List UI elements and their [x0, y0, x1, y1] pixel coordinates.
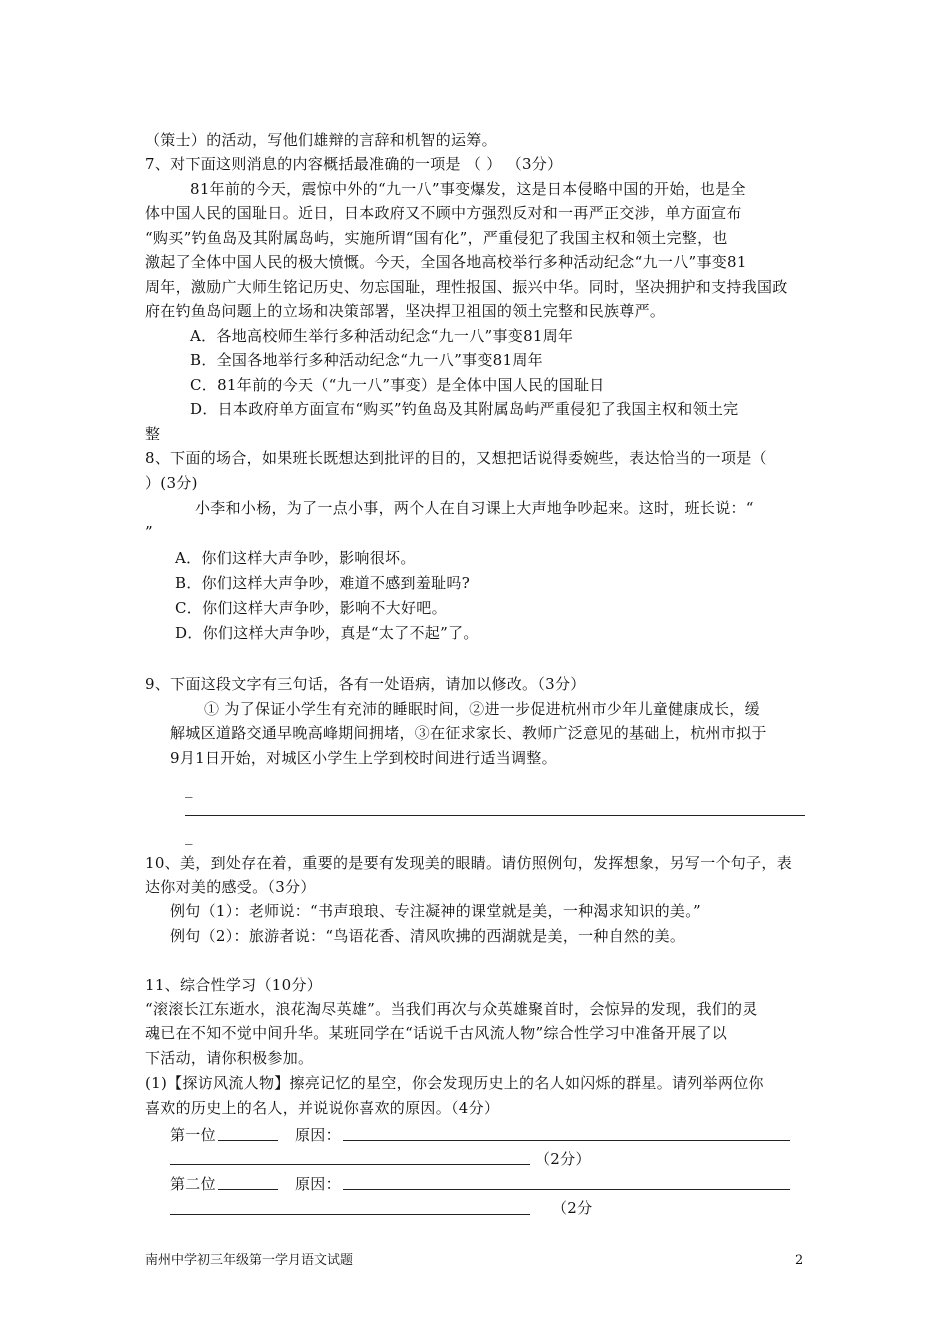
option-a: A．你们这样大声争吵，影响很坏。: [175, 549, 416, 567]
footer-title: 南州中学初三年级第一学月语文试题: [145, 1253, 354, 1268]
answer-line: [170, 1164, 530, 1165]
second-person-blank: [218, 1189, 278, 1190]
example-2: 例句（2）：旅游者说：“鸟语花香、清风吹拂的西湖就是美，一种自然的美。: [170, 927, 686, 945]
question-8-stem: 8、下面的场合，如果班长既想达到批评的目的，又想把话说得委婉些，表达恰当的一项是（: [145, 449, 767, 467]
option-a: A．各地高校师生举行多种活动纪念“九一八”事变81周年: [190, 327, 574, 345]
text-line: 体中国人民的国耻日。近日，日本政府又不顾中方强烈反对和一再严正交涉，单方面宣布: [145, 204, 742, 222]
text-line: ）(3分): [145, 474, 198, 492]
text-line: 激起了全体中国人民的极大愤慨。今天，全国各地高校举行多种活动纪念“九一八”事变81: [145, 253, 747, 271]
option-c: C．你们这样大声争吵，影响不大好吧。: [175, 599, 447, 617]
example-1: 例句（1）：老师说：“书声琅琅、专注凝神的课堂就是美，一种渴求知识的美。”: [170, 902, 701, 920]
text-line: “滚滚长江东逝水，浪花淘尽英雄”。当我们再次与众英雄聚首时，会惊异的发现，我们的灵: [145, 1000, 758, 1018]
text-line: 9月1日开始，对城区小学生上学到校时间进行适当调整。: [170, 749, 557, 767]
reason-blank: [343, 1189, 790, 1190]
text-line: “购买”钓鱼岛及其附属岛屿，实施所谓“国有化”，严重侵犯了我国主权和领土完整，也: [145, 229, 728, 247]
text-line: 府在钓鱼岛问题上的立场和决策部署，坚决捍卫祖国的领土完整和民族尊严。: [145, 302, 666, 320]
text-line: 喜欢的历史上的名人，并说说你喜欢的原因。（4分）: [145, 1099, 500, 1117]
page-number: 2: [795, 1253, 804, 1268]
first-person-blank: [218, 1140, 278, 1141]
question-7-stem: 7、对下面这则消息的内容概括最准确的一项是 （ ） （3分）: [145, 155, 563, 173]
option-c: C．81年前的今天（“九一八”事变）是全体中国人民的国耻日: [190, 376, 605, 394]
score-label: （2分）: [535, 1150, 591, 1168]
reason-blank: [343, 1140, 790, 1141]
text-line: 小李和小杨，为了一点小事，两个人在自习课上大声地争吵起来。这时，班长说：“: [195, 499, 754, 517]
answer-line: [185, 815, 805, 816]
question-11-stem: 11、综合性学习（10分）: [145, 976, 323, 994]
text-line: 魂已在不知不觉中间升华。某班同学在“话说千古风流人物”综合性学习中准备开展了以: [145, 1024, 728, 1042]
text-line: 解城区道路交通早晚高峰期间拥堵，③在征求家长、教师广泛意见的基础上，杭州市拟于: [170, 724, 767, 742]
option-d: D．你们这样大声争吵，真是“太了不起”了。: [175, 624, 479, 642]
reason-label: 原因：: [295, 1126, 341, 1144]
text-line: 周年，激励广大师生铭记历史、勿忘国耻，理性报国、振兴中华。同时，坚决拥护和支持我国政: [145, 278, 788, 296]
answer-line: [170, 1214, 530, 1215]
text-line: 达你对美的感受。（3分）: [145, 878, 316, 896]
text-line: 整: [145, 425, 161, 443]
reason-label: 原因：: [295, 1175, 341, 1193]
question-10-stem: 10、美，到处存在着，重要的是要有发现美的眼睛。请仿照例句，发挥想象，另写一个句子，表: [145, 854, 792, 872]
answer-dash: _: [185, 827, 193, 845]
option-b: B．你们这样大声争吵，难道不感到羞耻吗?: [175, 574, 471, 592]
second-person-label: 第二位: [170, 1175, 216, 1193]
option-d: D．日本政府单方面宣布“购买”钓鱼岛及其附属岛屿严重侵犯了我国主权和领土完: [190, 400, 739, 418]
answer-dash: _: [185, 780, 193, 798]
option-b: B．全国各地举行多种活动纪念“九一八”事变81周年: [190, 351, 543, 369]
first-person-label: 第一位: [170, 1126, 216, 1144]
question-9-stem: 9、下面这段文字有三句话，各有一处语病，请加以修改。（3分）: [145, 675, 586, 693]
text-line: 81年前的今天，震惊中外的“九一八”事变爆发，这是日本侵略中国的开始，也是全: [190, 180, 746, 198]
score-label: （2分: [552, 1199, 593, 1217]
text-line: ① 为了保证小学生有充沛的睡眠时间，②进一步促进杭州市少年儿童健康成长，缓: [204, 700, 760, 718]
text-line: （策士）的活动，写他们雄辩的言辞和机智的运筹。: [145, 131, 497, 149]
text-line: ”: [145, 523, 153, 541]
text-line: 下活动，请你积极参加。: [145, 1049, 314, 1067]
text-line: (1)【探访风流人物】擦亮记忆的星空，你会发现历史上的名人如闪烁的群星。请列举两位你: [145, 1074, 764, 1092]
